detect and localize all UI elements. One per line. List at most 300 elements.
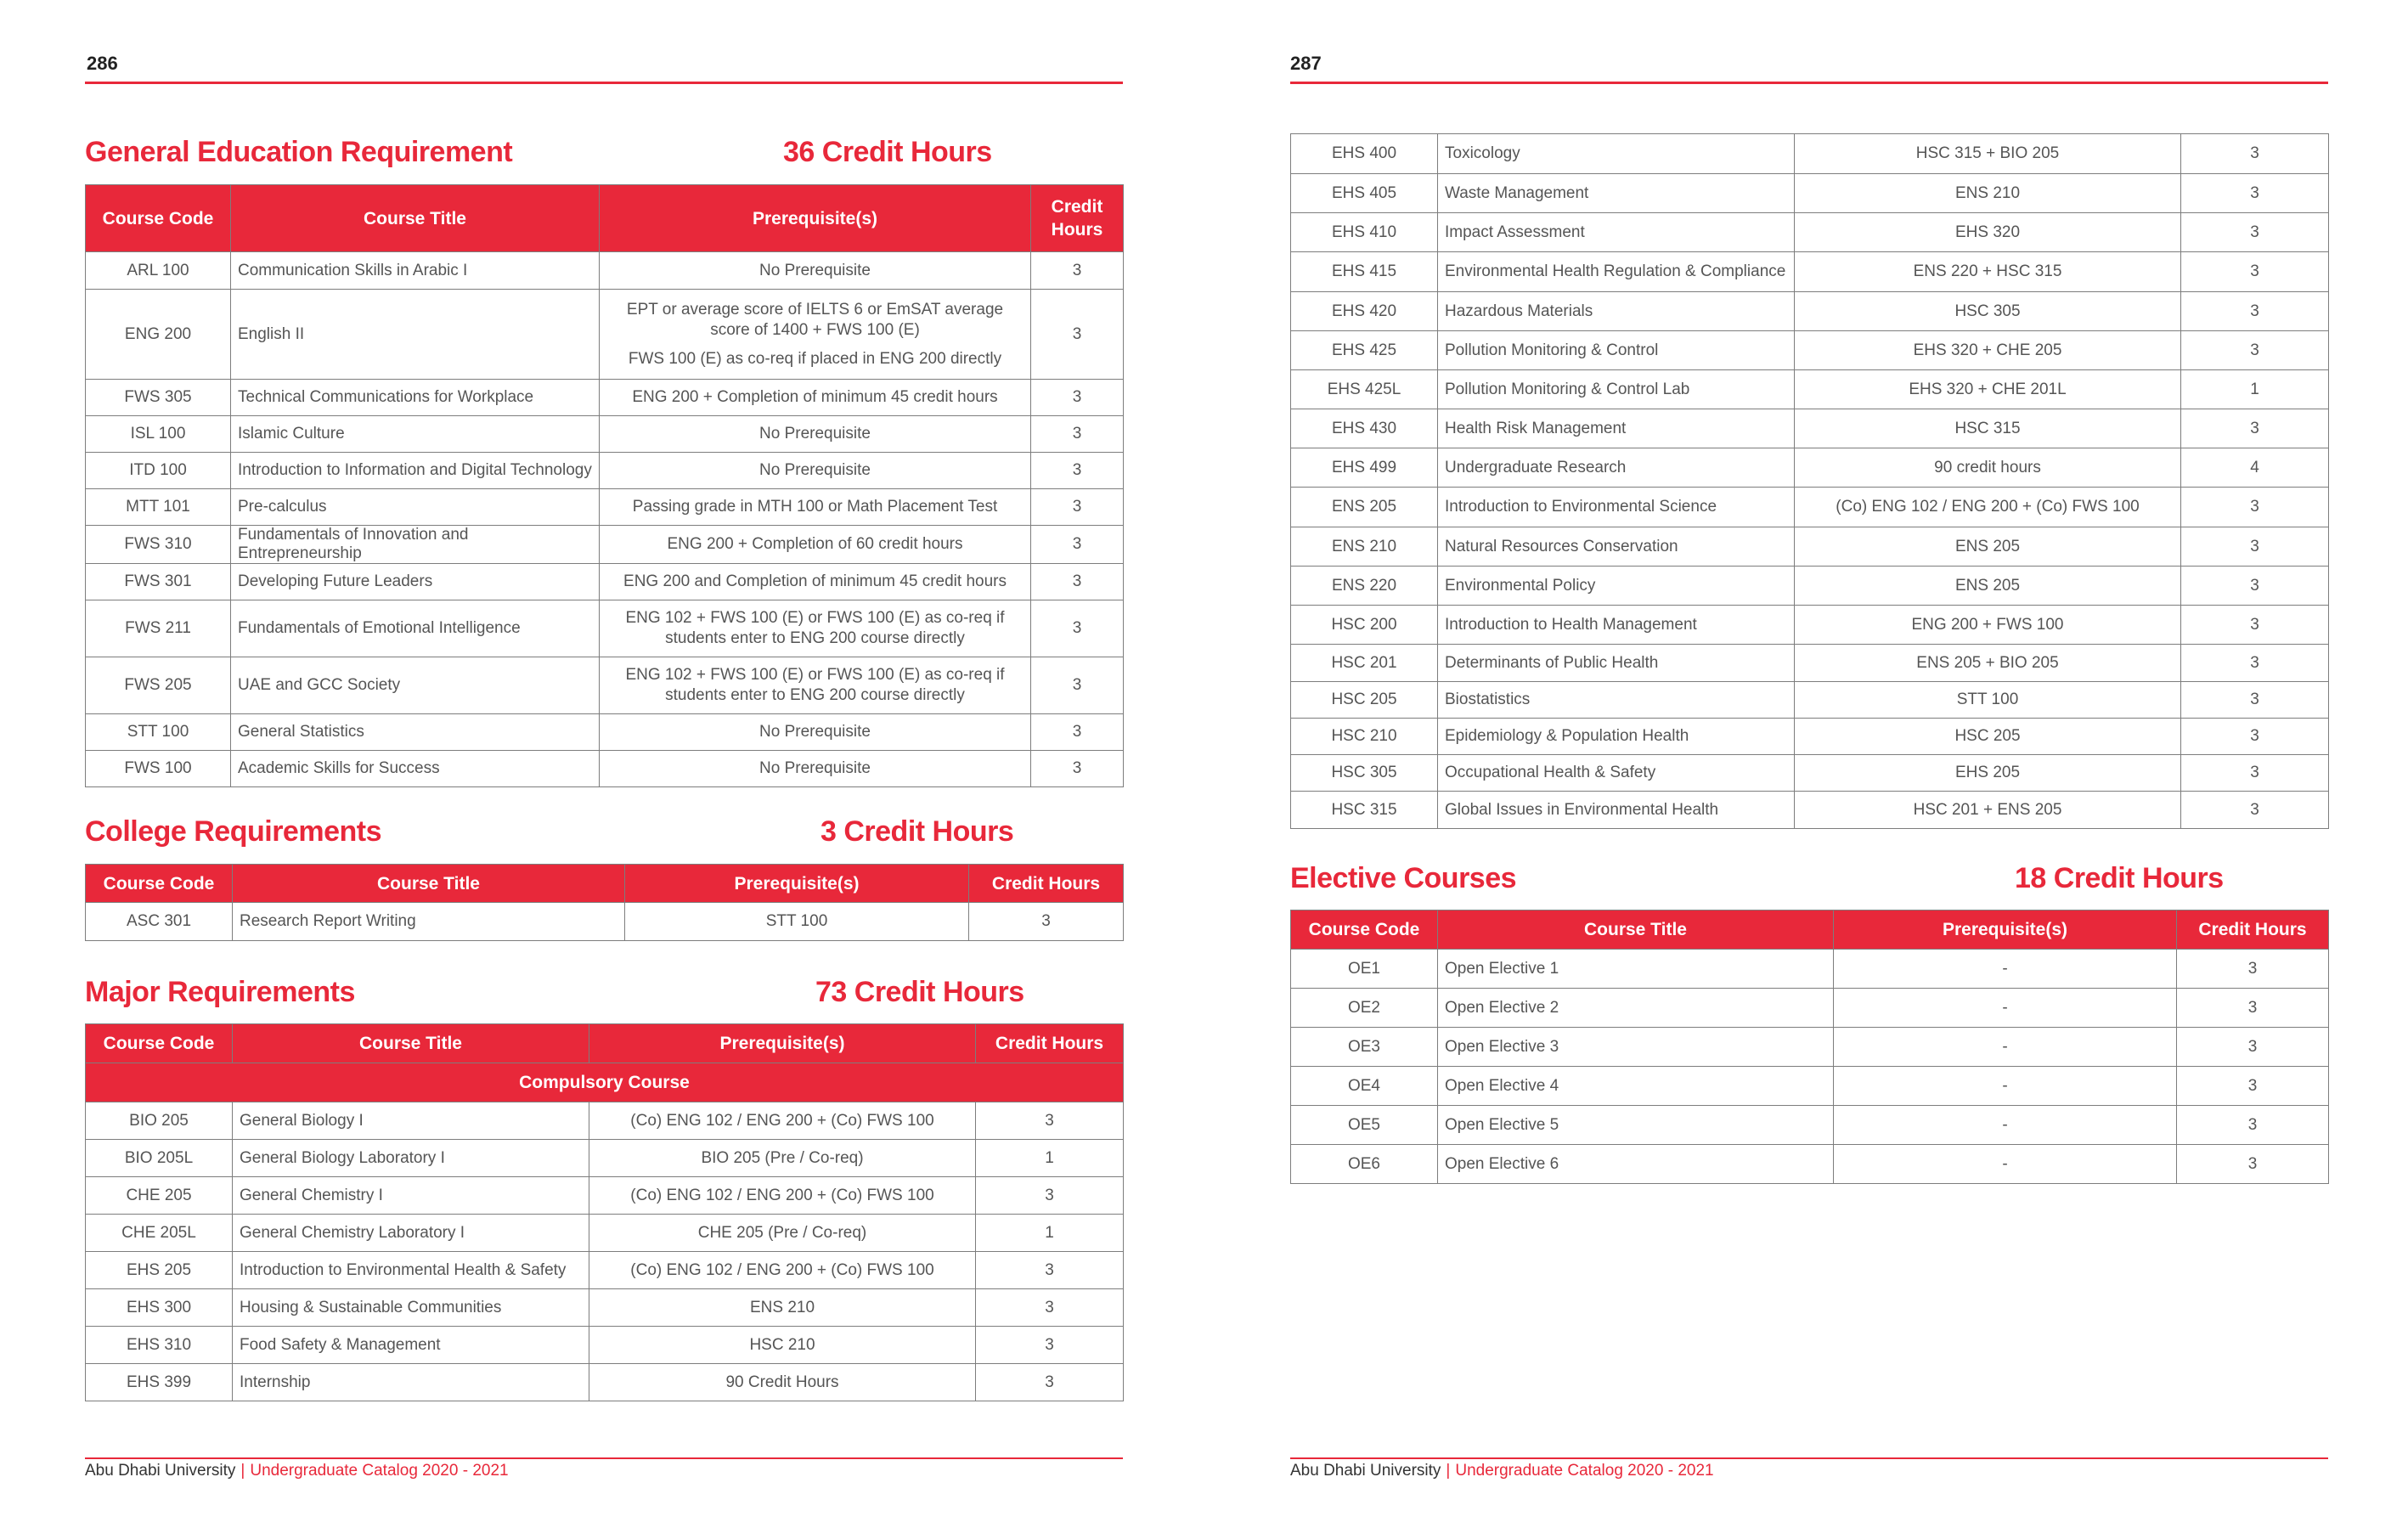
course-credits: 3 xyxy=(1031,526,1124,564)
course-credits: 3 xyxy=(2181,134,2329,174)
course-credits: 3 xyxy=(1031,416,1124,453)
course-code: OE5 xyxy=(1291,1106,1438,1145)
col-header-title: Course Title xyxy=(231,185,600,252)
prereq-text: - xyxy=(2002,1076,2008,1095)
col-header-code: Course Code xyxy=(86,1024,233,1063)
prereq-line: EPT or average score of IELTS 6 or EmSAT average score of 1400 + FWS 100 (E) xyxy=(626,300,1004,339)
course-title: General Chemistry Laboratory I xyxy=(233,1215,589,1252)
table-row xyxy=(1291,331,2329,370)
course-credits: 1 xyxy=(2181,370,2329,409)
course-credits: 3 xyxy=(1031,657,1124,714)
major-credits: 73 Credit Hours xyxy=(815,976,1024,1008)
prereq-text: HSC 315 xyxy=(1954,419,2021,437)
course-credits: 3 xyxy=(976,1102,1124,1140)
prereq-text: No Prerequisite xyxy=(759,461,871,479)
table-row xyxy=(1291,606,2329,645)
course-code: OE2 xyxy=(1291,989,1438,1028)
course-credits: 3 xyxy=(1031,714,1124,751)
course-credits: 3 xyxy=(1031,252,1124,290)
course-title: Research Report Writing xyxy=(233,903,625,941)
table-row xyxy=(1291,448,2329,488)
table-row xyxy=(86,489,1124,526)
footer-university: Abu Dhabi University xyxy=(85,1462,236,1480)
col-header-credits: Credit Hours xyxy=(2177,910,2329,950)
prereq-text: No Prerequisite xyxy=(759,723,871,741)
col-header-title: Course Title xyxy=(233,865,625,903)
table-row xyxy=(1291,134,2329,174)
prereq-text: HSC 315 + BIO 205 xyxy=(1915,144,2060,162)
course-title: Open Elective 1 xyxy=(1438,950,1834,989)
footer-catalog: Undergraduate Catalog 2020 - 2021 xyxy=(1455,1462,1714,1480)
table-row xyxy=(86,1140,1124,1177)
course-prereq xyxy=(589,1364,976,1401)
col-header-credits: Credit Hours xyxy=(976,1024,1124,1063)
course-code: ASC 301 xyxy=(86,903,233,941)
course-title: Toxicology xyxy=(1438,134,1795,174)
col-header-code: Course Code xyxy=(1291,910,1438,950)
course-prereq xyxy=(600,751,1031,787)
table-row xyxy=(1291,950,2329,989)
prereq-text: No Prerequisite xyxy=(759,425,871,443)
footer-rule xyxy=(85,1457,1123,1459)
course-credits: 3 xyxy=(2181,174,2329,213)
course-prereq xyxy=(1795,409,2181,448)
table-row xyxy=(1291,682,2329,719)
prereq-text: 90 credit hours xyxy=(1934,458,2041,476)
course-code: OE6 xyxy=(1291,1145,1438,1184)
course-code: EHS 410 xyxy=(1291,213,1438,252)
course-code: EHS 420 xyxy=(1291,292,1438,331)
course-title: Communication Skills in Arabic I xyxy=(231,252,600,290)
course-code: FWS 211 xyxy=(86,600,231,657)
table-header-row xyxy=(86,1024,1124,1063)
course-prereq xyxy=(1795,527,2181,567)
group-row xyxy=(86,1063,1124,1102)
course-credits: 3 xyxy=(2181,488,2329,527)
course-title: Technical Communications for Workplace xyxy=(231,380,600,416)
course-code: EHS 499 xyxy=(1291,448,1438,488)
table-row xyxy=(1291,174,2329,213)
course-credits: 3 xyxy=(2181,719,2329,755)
table-row xyxy=(1291,755,2329,792)
table-row xyxy=(86,1177,1124,1215)
prereq-text: EHS 205 xyxy=(1954,764,2021,781)
course-title: Environmental Policy xyxy=(1438,567,1795,606)
course-code: EHS 310 xyxy=(86,1327,233,1364)
table-row xyxy=(1291,488,2329,527)
course-code: ENS 210 xyxy=(1291,527,1438,567)
course-title: General Statistics xyxy=(231,714,600,751)
prereq-text: - xyxy=(2002,1037,2008,1056)
course-code: HSC 315 xyxy=(1291,792,1438,829)
course-prereq xyxy=(1834,950,2177,989)
course-prereq xyxy=(600,380,1031,416)
prereq-text: - xyxy=(2002,1115,2008,1134)
course-credits: 3 xyxy=(1031,751,1124,787)
course-prereq xyxy=(625,903,969,941)
course-credits: 3 xyxy=(976,1289,1124,1327)
prereq-text: HSC 205 xyxy=(1954,727,2021,745)
course-credits: 3 xyxy=(2177,989,2329,1028)
course-code: STT 100 xyxy=(86,714,231,751)
course-title: Academic Skills for Success xyxy=(231,751,600,787)
col-header-prereq: Prerequisite(s) xyxy=(1834,910,2177,950)
major-table xyxy=(85,1023,1124,1401)
course-code: HSC 201 xyxy=(1291,645,1438,682)
college-credits: 3 Credit Hours xyxy=(821,815,1014,848)
course-prereq xyxy=(1795,292,2181,331)
course-code: CHE 205 xyxy=(86,1177,233,1215)
course-title: Fundamentals of Emotional Intelligence xyxy=(231,600,600,657)
course-code: BIO 205 xyxy=(86,1102,233,1140)
table-header-row xyxy=(86,185,1124,252)
course-code: FWS 100 xyxy=(86,751,231,787)
table-row xyxy=(1291,792,2329,829)
course-title: Pre-calculus xyxy=(231,489,600,526)
footer-university: Abu Dhabi University xyxy=(1290,1462,1441,1480)
course-credits: 3 xyxy=(2177,1028,2329,1067)
course-code: OE1 xyxy=(1291,950,1438,989)
course-credits: 3 xyxy=(2181,567,2329,606)
table-row xyxy=(1291,292,2329,331)
course-title: General Chemistry I xyxy=(233,1177,589,1215)
prereq-text: ENG 200 + FWS 100 xyxy=(1911,615,2064,634)
prereq-text: ENG 200 + Completion of 60 credit hours xyxy=(667,535,963,553)
course-prereq xyxy=(600,252,1031,290)
table-row xyxy=(86,1102,1124,1140)
major-continued-table xyxy=(1290,133,2329,829)
course-credits: 3 xyxy=(2177,1145,2329,1184)
table-header-row xyxy=(1291,910,2329,950)
course-prereq xyxy=(589,1177,976,1215)
course-credits: 3 xyxy=(2181,292,2329,331)
course-prereq xyxy=(1795,606,2181,645)
course-credits: 3 xyxy=(2181,331,2329,370)
course-title: Health Risk Management xyxy=(1438,409,1795,448)
table-row xyxy=(86,714,1124,751)
table-row xyxy=(1291,567,2329,606)
prereq-text: ENG 200 + Completion of minimum 45 credit hours xyxy=(632,388,998,406)
course-credits: 3 xyxy=(976,1177,1124,1215)
course-title: Natural Resources Conservation xyxy=(1438,527,1795,567)
course-prereq xyxy=(1795,567,2181,606)
table-row xyxy=(86,380,1124,416)
course-code: BIO 205L xyxy=(86,1140,233,1177)
prereq-text: ENG 200 and Completion of minimum 45 credit hours xyxy=(623,572,1007,590)
col-header-title: Course Title xyxy=(233,1024,589,1063)
course-title: Food Safety & Management xyxy=(233,1327,589,1364)
course-code: HSC 205 xyxy=(1291,682,1438,719)
course-credits: 3 xyxy=(2181,213,2329,252)
course-credits: 3 xyxy=(2181,645,2329,682)
course-credits: 3 xyxy=(1031,290,1124,380)
course-prereq xyxy=(1795,252,2181,292)
page-number: 287 xyxy=(1290,53,1322,74)
course-title: Pollution Monitoring & Control xyxy=(1438,331,1795,370)
course-code: EHS 425 xyxy=(1291,331,1438,370)
course-credits: 4 xyxy=(2181,448,2329,488)
course-prereq xyxy=(600,564,1031,600)
col-header-credits: Credit Hours xyxy=(1031,185,1124,252)
table-row xyxy=(1291,213,2329,252)
table-row xyxy=(86,252,1124,290)
course-credits: 1 xyxy=(976,1140,1124,1177)
footer xyxy=(85,1462,509,1480)
prereq-text: ENG 102 + FWS 100 (E) or FWS 100 (E) as co-req if students enter to ENG 200 course directly xyxy=(625,666,1005,704)
prereq-text: ENS 205 xyxy=(1954,537,2021,555)
course-credits: 3 xyxy=(976,1364,1124,1401)
course-credits: 3 xyxy=(2181,682,2329,719)
prereq-text: (Co) ENG 102 / ENG 200 + (Co) FWS 100 xyxy=(630,1111,934,1130)
course-title: Developing Future Leaders xyxy=(231,564,600,600)
course-prereq xyxy=(1795,682,2181,719)
prereq-text: ENS 205 + BIO 205 xyxy=(1916,653,2059,672)
course-prereq xyxy=(600,416,1031,453)
header-rule xyxy=(1290,82,2328,84)
course-title: General Biology I xyxy=(233,1102,589,1140)
prereq-text: EHS 320 + CHE 201L xyxy=(1909,380,2067,398)
prereq-line: FWS 100 (E) as co-req if placed in ENG 200 directly xyxy=(628,349,1002,368)
course-title: Pollution Monitoring & Control Lab xyxy=(1438,370,1795,409)
col-header-credits: Credit Hours xyxy=(969,865,1124,903)
course-code: EHS 300 xyxy=(86,1289,233,1327)
prereq-text: STT 100 xyxy=(1956,691,2019,708)
course-title: Open Elective 5 xyxy=(1438,1106,1834,1145)
course-code: EHS 399 xyxy=(86,1364,233,1401)
college-title: College Requirements xyxy=(85,815,381,848)
course-code: OE4 xyxy=(1291,1067,1438,1106)
table-row xyxy=(86,1252,1124,1289)
gen-ed-title: General Education Requirement xyxy=(85,136,513,168)
course-title: Housing & Sustainable Communities xyxy=(233,1289,589,1327)
course-credits: 3 xyxy=(1031,564,1124,600)
course-title: Waste Management xyxy=(1438,174,1795,213)
gen-ed-credits: 36 Credit Hours xyxy=(783,136,992,168)
course-credits: 1 xyxy=(976,1215,1124,1252)
table-row xyxy=(86,1289,1124,1327)
course-title: Introduction to Environmental Health & Safety xyxy=(233,1252,589,1289)
prereq-text: HSC 210 xyxy=(749,1335,815,1354)
course-prereq xyxy=(1834,1106,2177,1145)
course-prereq xyxy=(600,657,1031,714)
compulsory-course-label: Compulsory Course xyxy=(86,1063,1124,1102)
prereq-text: ENG 102 + FWS 100 (E) or FWS 100 (E) as co-req if students enter to ENG 200 course directly xyxy=(625,609,1005,647)
course-code: HSC 210 xyxy=(1291,719,1438,755)
table-row xyxy=(1291,409,2329,448)
course-credits: 3 xyxy=(2181,252,2329,292)
course-code: FWS 305 xyxy=(86,380,231,416)
course-credits: 3 xyxy=(2181,755,2329,792)
course-prereq xyxy=(589,1102,976,1140)
prereq-text: ENS 220 + HSC 315 xyxy=(1913,262,2062,280)
course-code: FWS 301 xyxy=(86,564,231,600)
course-prereq xyxy=(1795,370,2181,409)
course-prereq xyxy=(600,489,1031,526)
table-row xyxy=(86,600,1124,657)
table-row xyxy=(1291,1145,2329,1184)
table-row xyxy=(1291,645,2329,682)
col-header-title: Course Title xyxy=(1438,910,1834,950)
major-title: Major Requirements xyxy=(85,976,355,1008)
col-header-code: Course Code xyxy=(86,185,231,252)
table-row xyxy=(1291,989,2329,1028)
course-code: EHS 425L xyxy=(1291,370,1438,409)
prereq-text: No Prerequisite xyxy=(759,261,871,279)
course-title: Open Elective 6 xyxy=(1438,1145,1834,1184)
prereq-text: 90 Credit Hours xyxy=(725,1373,839,1391)
course-prereq xyxy=(1795,488,2181,527)
course-code: ENS 220 xyxy=(1291,567,1438,606)
course-title: Open Elective 2 xyxy=(1438,989,1834,1028)
table-row xyxy=(86,1215,1124,1252)
table-row xyxy=(1291,252,2329,292)
prereq-text: - xyxy=(2002,959,2008,978)
prereq-text: - xyxy=(2002,998,2008,1017)
prereq-text: No Prerequisite xyxy=(759,759,871,777)
course-code: ITD 100 xyxy=(86,453,231,489)
college-table xyxy=(85,864,1124,941)
course-prereq xyxy=(600,526,1031,564)
course-code: EHS 430 xyxy=(1291,409,1438,448)
course-code: HSC 305 xyxy=(1291,755,1438,792)
course-title: Global Issues in Environmental Health xyxy=(1438,792,1795,829)
course-title: Introduction to Environmental Science xyxy=(1438,488,1795,527)
table-row xyxy=(86,751,1124,787)
course-credits: 3 xyxy=(2181,792,2329,829)
page-number: 286 xyxy=(87,53,118,74)
course-prereq xyxy=(1795,134,2181,174)
course-credits: 3 xyxy=(976,1327,1124,1364)
course-code: EHS 405 xyxy=(1291,174,1438,213)
elective-table xyxy=(1290,910,2329,1184)
course-prereq xyxy=(589,1215,976,1252)
col-header-prereq: Prerequisite(s) xyxy=(589,1024,976,1063)
prereq-text: (Co) ENG 102 / ENG 200 + (Co) FWS 100 xyxy=(630,1186,934,1204)
course-title: Introduction to Health Management xyxy=(1438,606,1795,645)
table-row xyxy=(1291,527,2329,567)
prereq-text: HSC 305 xyxy=(1954,302,2021,320)
course-title: General Biology Laboratory I xyxy=(233,1140,589,1177)
course-prereq xyxy=(600,290,1031,380)
course-prereq xyxy=(1795,792,2181,829)
course-code: EHS 400 xyxy=(1291,134,1438,174)
gen-ed-table xyxy=(85,184,1124,787)
footer-separator: | xyxy=(240,1462,245,1480)
course-prereq xyxy=(1795,331,2181,370)
course-credits: 3 xyxy=(1031,600,1124,657)
prereq-text: ENS 210 xyxy=(749,1298,815,1316)
course-code: FWS 205 xyxy=(86,657,231,714)
course-prereq xyxy=(600,600,1031,657)
col-header-prereq: Prerequisite(s) xyxy=(625,865,969,903)
course-credits: 3 xyxy=(2181,606,2329,645)
table-row xyxy=(86,416,1124,453)
course-title: Islamic Culture xyxy=(231,416,600,453)
prereq-text: - xyxy=(2002,1154,2008,1173)
course-credits: 3 xyxy=(2181,409,2329,448)
course-prereq xyxy=(589,1289,976,1327)
table-row xyxy=(86,290,1124,380)
course-title: Determinants of Public Health xyxy=(1438,645,1795,682)
table-row xyxy=(86,453,1124,489)
table-row xyxy=(86,1327,1124,1364)
course-prereq xyxy=(1834,1067,2177,1106)
elective-credits: 18 Credit Hours xyxy=(2015,862,2224,894)
course-title: UAE and GCC Society xyxy=(231,657,600,714)
course-prereq xyxy=(1834,989,2177,1028)
course-title: Open Elective 4 xyxy=(1438,1067,1834,1106)
course-code: ENS 205 xyxy=(1291,488,1438,527)
course-credits: 3 xyxy=(2181,527,2329,567)
prereq-text: ENS 210 xyxy=(1954,183,2021,202)
prereq-text: HSC 201 + ENS 205 xyxy=(1913,800,2062,819)
course-credits: 3 xyxy=(2177,950,2329,989)
course-title: Fundamentals of Innovation and Entrepreneurship xyxy=(231,526,600,564)
course-code: FWS 310 xyxy=(86,526,231,564)
footer-separator: | xyxy=(1446,1462,1451,1480)
course-prereq xyxy=(589,1140,976,1177)
prereq-text: (Co) ENG 102 / ENG 200 + (Co) FWS 100 xyxy=(630,1260,934,1279)
table-row xyxy=(1291,719,2329,755)
course-title: Hazardous Materials xyxy=(1438,292,1795,331)
course-prereq xyxy=(1795,645,2181,682)
course-prereq xyxy=(1795,448,2181,488)
prereq-text: STT 100 xyxy=(765,912,828,930)
course-title: Environmental Health Regulation & Compliance xyxy=(1438,252,1795,292)
course-title: Open Elective 3 xyxy=(1438,1028,1834,1067)
table-row xyxy=(86,1364,1124,1401)
footer-catalog: Undergraduate Catalog 2020 - 2021 xyxy=(250,1462,509,1480)
prereq-text: ENS 205 xyxy=(1954,576,2021,595)
header-rule xyxy=(85,82,1123,84)
prereq-text: Passing grade in MTH 100 or Math Placement Test xyxy=(632,498,998,516)
course-title: Undergraduate Research xyxy=(1438,448,1795,488)
course-prereq xyxy=(1834,1028,2177,1067)
course-credits: 3 xyxy=(976,1252,1124,1289)
course-code: ENG 200 xyxy=(86,290,231,380)
prereq-text: EHS 320 + CHE 205 xyxy=(1913,341,2062,359)
course-prereq xyxy=(1834,1145,2177,1184)
prereq-text: EHS 320 xyxy=(1954,223,2021,241)
table-row xyxy=(86,564,1124,600)
col-header-code: Course Code xyxy=(86,865,233,903)
course-prereq xyxy=(589,1327,976,1364)
table-row xyxy=(1291,1067,2329,1106)
table-row xyxy=(86,903,1124,941)
prereq-text: BIO 205 (Pre / Co-req) xyxy=(701,1148,864,1167)
table-row xyxy=(86,657,1124,714)
course-prereq xyxy=(1795,174,2181,213)
prereq-text: (Co) ENG 102 / ENG 200 + (Co) FWS 100 xyxy=(1836,498,2140,516)
table-row xyxy=(1291,1028,2329,1067)
course-title: Internship xyxy=(233,1364,589,1401)
course-code: ARL 100 xyxy=(86,252,231,290)
course-prereq xyxy=(600,714,1031,751)
prereq-text: CHE 205 (Pre / Co-req) xyxy=(697,1223,867,1242)
table-row xyxy=(1291,370,2329,409)
course-title: Impact Assessment xyxy=(1438,213,1795,252)
course-prereq xyxy=(1795,213,2181,252)
table-header-row xyxy=(86,865,1124,903)
table-row xyxy=(1291,1106,2329,1145)
course-title: Epidemiology & Population Health xyxy=(1438,719,1795,755)
course-credits: 3 xyxy=(1031,453,1124,489)
course-credits: 3 xyxy=(1031,380,1124,416)
course-prereq xyxy=(1795,755,2181,792)
footer-rule xyxy=(1290,1457,2328,1459)
course-title: Introduction to Information and Digital Technology xyxy=(231,453,600,489)
course-code: ISL 100 xyxy=(86,416,231,453)
